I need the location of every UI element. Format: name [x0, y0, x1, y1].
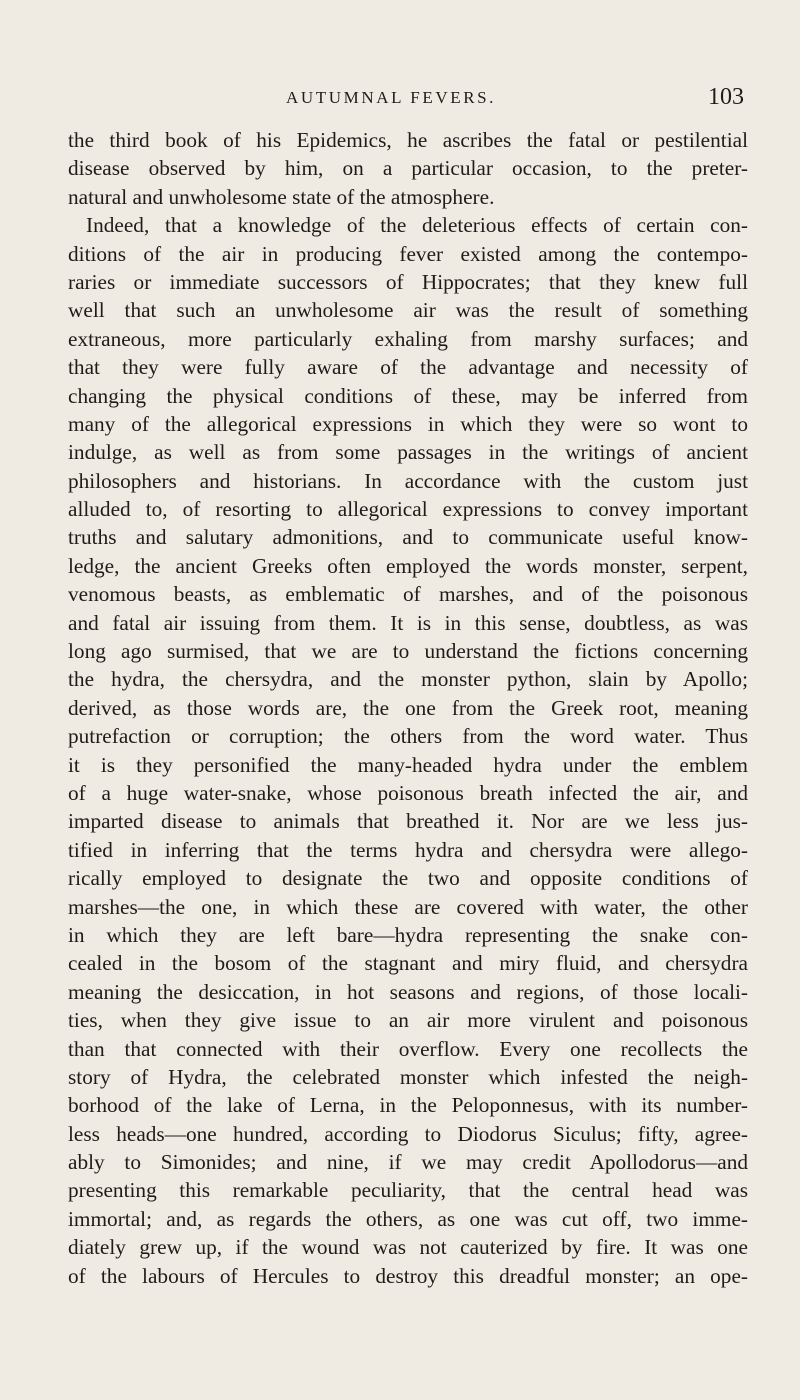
- text-line: cealed in the bosom of the stagnant and miry fluid, and chersydra: [68, 951, 748, 976]
- text-line: it is they personified the many-headed hydra under the emblem: [68, 752, 748, 777]
- text-line: ditions of the air in producing fever existed among the contempo-: [68, 241, 748, 266]
- text-line: many of the allegorical expressions in which they were so wont to: [68, 411, 748, 436]
- text-line: and fatal air issuing from them. It is in this sense, doubtless, as was: [68, 610, 748, 635]
- text-line: the third book of his Epidemics, he ascribes the fatal or pestilential: [68, 128, 748, 152]
- text-line: that they were fully aware of the advantage and necessity of: [68, 355, 748, 380]
- text-line: ably to Simonides; and nine, if we may credit Apollodorus—and: [68, 1150, 748, 1175]
- text-line: presenting this remarkable peculiarity, that the central head was: [68, 1178, 748, 1203]
- text-line: less heads—one hundred, according to Diodorus Siculus; fifty, agree-: [68, 1121, 748, 1146]
- body-text: [68, 126, 748, 1290]
- text-line: story of Hydra, the celebrated monster which infested the neigh-: [68, 1064, 748, 1089]
- page-number: 103: [708, 84, 744, 110]
- text-line: ties, when they give issue to an air more virulent and poisonous: [68, 1008, 748, 1033]
- text-line: alluded to, of resorting to allegorical expressions to convey important: [68, 497, 748, 522]
- text-line: rically employed to designate the two and opposite conditions of: [68, 866, 748, 891]
- text-line: than that connected with their overflow. Every one recollects the: [68, 1036, 748, 1061]
- text-line: changing the physical conditions of these, may be inferred from: [68, 383, 748, 408]
- text-line: marshes—the one, in which these are covered with water, the other: [68, 894, 748, 919]
- text-line: in which they are left bare—hydra representing the snake con-: [68, 922, 748, 947]
- text-line: natural and unwholesome state of the atmosphere.: [68, 184, 495, 209]
- running-title: AUTUMNAL FEVERS.: [286, 88, 497, 107]
- running-head: [86, 84, 744, 116]
- text-line: long ago surmised, that we are to understand the fictions concerning: [68, 639, 748, 664]
- text-line: meaning the desiccation, in hot seasons and regions, of those locali-: [68, 979, 748, 1004]
- text-line: well that such an unwholesome air was the result of something: [68, 298, 748, 323]
- text-line: the hydra, the chersydra, and the monster python, slain by Apollo;: [68, 667, 748, 692]
- text-line: of a huge water-snake, whose poisonous breath infected the air, and: [68, 780, 748, 805]
- text-line: Indeed, that a knowledge of the deleterious effects of certain con-: [86, 213, 748, 238]
- text-line: of the labours of Hercules to destroy this dreadful monster; an ope-: [68, 1263, 748, 1288]
- text-line: extraneous, more particularly exhaling from marshy surfaces; and: [68, 326, 748, 351]
- text-line: venomous beasts, as emblematic of marshes, and of the poisonous: [68, 582, 748, 607]
- text-line: imparted disease to animals that breathed it. Nor are we less jus-: [68, 809, 748, 834]
- text-line: ledge, the ancient Greeks often employed the words monster, serpent,: [68, 553, 748, 578]
- text-line: philosophers and historians. In accordance with the custom just: [68, 468, 748, 493]
- text-line: raries or immediate successors of Hippocrates; that they knew full: [68, 269, 748, 294]
- text-line: disease observed by him, on a particular occasion, to the preter-: [68, 156, 748, 181]
- text-line: immortal; and, as regards the others, as one was cut off, two imme-: [68, 1206, 748, 1231]
- text-line: truths and salutary admonitions, and to communicate useful know-: [68, 525, 748, 550]
- text-line: diately grew up, if the wound was not cauterized by fire. It was one: [68, 1235, 748, 1260]
- text-line: tified in inferring that the terms hydra and chersydra were allego-: [68, 837, 748, 862]
- text-line: putrefaction or corruption; the others from the word water. Thus: [68, 724, 748, 749]
- text-line: indulge, as well as from some passages in the writings of ancient: [68, 440, 748, 465]
- text-line: borhood of the lake of Lerna, in the Peloponnesus, with its number-: [68, 1093, 748, 1118]
- text-line: derived, as those words are, the one from the Greek root, meaning: [68, 695, 748, 720]
